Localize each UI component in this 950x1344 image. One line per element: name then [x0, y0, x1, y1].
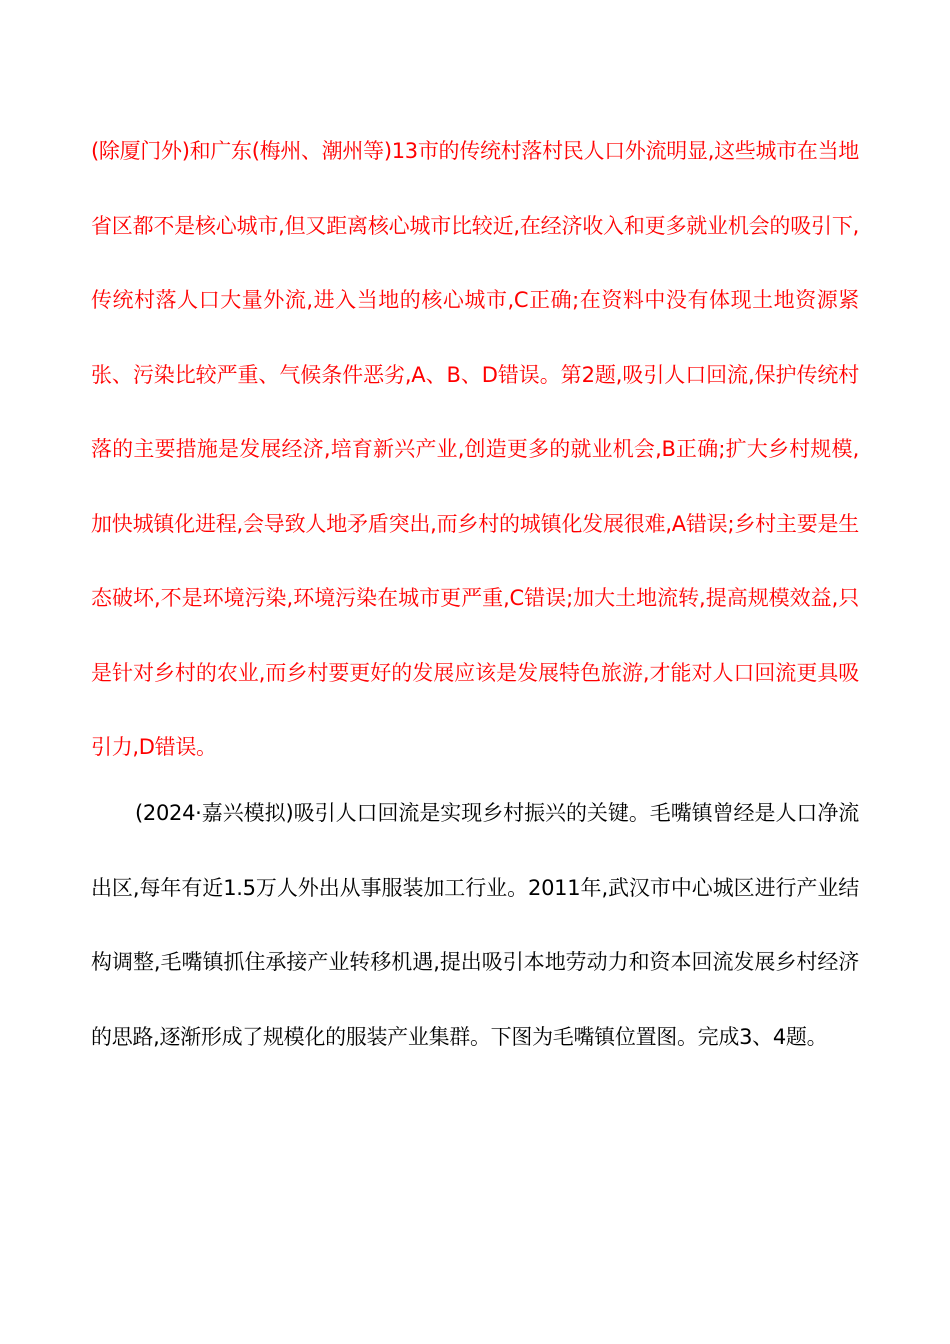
question-intro-paragraph: (2024·嘉兴模拟)吸引人口回流是实现乡村振兴的关键。毛嘴镇曾经是人口净流出区,每年有近1.5万人外出从事服装加工行业。2011年,武汉市中心城区进行产业结构调整,毛嘴镇抓住承接产业转移机遇,提出吸引本地劳动力和资本回流发展乡村经济的思路,逐渐形成了规模化的服装产业集群。下图为毛嘴镇位置图。完成3、4题。 [91, 801, 859, 1049]
answer-explanation-paragraph: (除厦门外)和广东(梅州、潮州等)13市的传统村落村民人口外流明显,这些城市在当地省区都不是核心城市,但又距离核心城市比较近,在经济收入和更多就业机会的吸引下,传统村落人口大量外流,进入当地的核心城市,C正确;在资料中没有体现土地资源紧张、污染比较严重、气候条件恶劣,A、B、D错误。第2题,吸引人口回流,保护传统村落的主要措施是发展经济,培育新兴产业,创造更多的就业机会,B正确;扩大乡村规模,加快城镇化进程,会导致人地矛盾突出,而乡村的城镇化发展很难,A错误;乡村主要是生态破坏,不是环境污染,环境污染在城市更严重,C错误;加大土地流转,提高规模效益,只是针对乡村的农业,而乡村要更好的发展应该是发展特色旅游,才能对人口回流更具吸引力,D错误。 [91, 139, 859, 759]
